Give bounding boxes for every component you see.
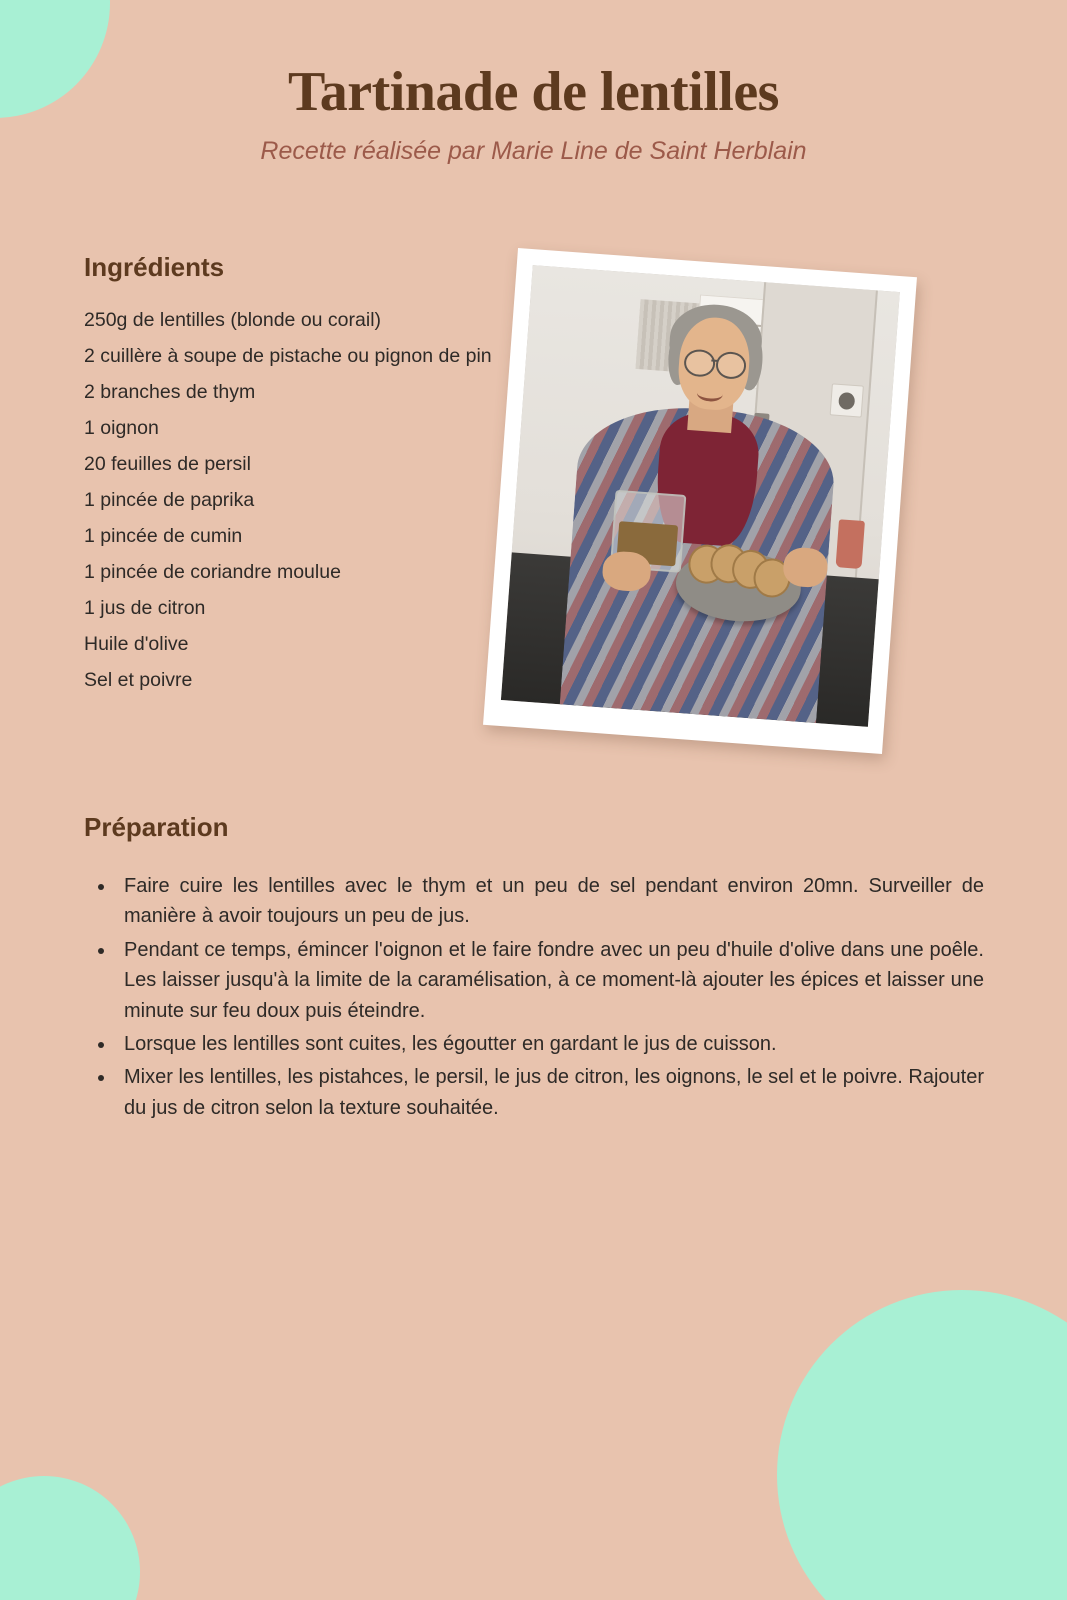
- photo-wall-switch: [830, 383, 864, 418]
- list-item: 250g de lentilles (blonde ou corail): [84, 309, 382, 331]
- list-item: Huile d'olive: [84, 633, 189, 655]
- list-item: 2 cuillère à soupe de pistache ou pignon de pin: [84, 345, 492, 367]
- list-item: Sel et poivre: [84, 669, 193, 691]
- list-item: 1 pincée de paprika: [84, 489, 255, 511]
- recipe-author-subtitle: Recette réalisée par Marie Line de Saint Herblain: [260, 136, 807, 165]
- preparation-section: [84, 812, 984, 1126]
- list-item: 1 oignon: [84, 417, 159, 439]
- decorative-circle-bottom-right: [777, 1290, 1067, 1600]
- list-item: 1 pincée de coriandre moulue: [84, 561, 341, 583]
- ingredients-heading: Ingrédients: [84, 252, 225, 282]
- list-item: 1 pincée de cumin: [84, 525, 243, 547]
- list-item: • Lorsque les lentilles sont cuites, les égoutter en gardant le jus de cuisson.: [116, 1029, 984, 1059]
- list-item: • Faire cuire les lentilles avec le thym et un peu de sel pendant environ 20mn. Surveiller de manière à avoir toujours un peu de jus.: [116, 871, 984, 932]
- decorative-circle-bottom-left: [0, 1476, 140, 1600]
- list-item: • Mixer les lentilles, les pistahces, le persil, le jus de citron, les oignons, le sel et le poivre. Rajouter du jus de citron selon la texture souhaitée.: [116, 1062, 984, 1123]
- page-title: Tartinade de lentilles: [288, 61, 779, 123]
- photo-glasses-bridge: [711, 360, 717, 362]
- list-item: • Pendant ce temps, émincer l'oignon et le faire fondre avec un peu d'huile d'olive dans une poêle. Les laisser jusqu'à la limite de la caramélisation, à ce moment-là ajouter les épices et laisser une minute sur feu doux puis éteindre.: [116, 935, 984, 1026]
- photo-polaroid-frame: [483, 248, 917, 754]
- list-item: 2 branches de thym: [84, 381, 256, 403]
- photo-cup: [835, 519, 864, 569]
- preparation-heading: Préparation: [84, 812, 229, 842]
- photo-image: [501, 265, 900, 727]
- list-item: 20 feuilles de persil: [84, 453, 251, 475]
- list-item: 1 jus de citron: [84, 597, 206, 619]
- recipe-header: [0, 62, 1067, 166]
- preparation-steps-list: [84, 871, 984, 1123]
- recipe-photo: [500, 262, 960, 792]
